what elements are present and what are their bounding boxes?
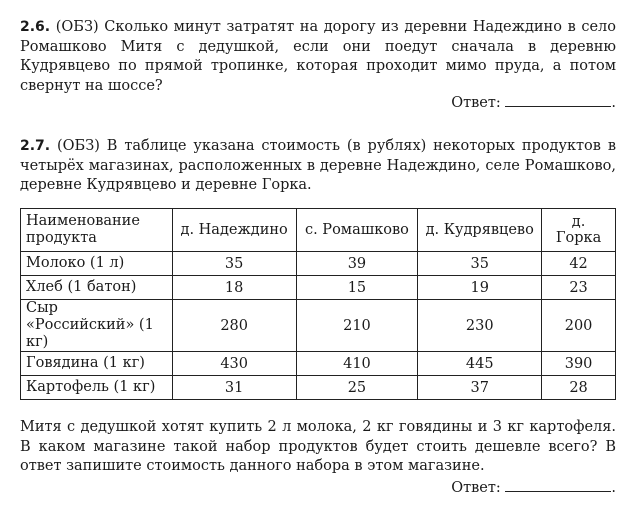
task-text: (ОБЗ) В таблице указана стоимость (в рублях) некоторых продуктов в четырёх магазинах, расположенных в деревне Надеждино, селе Ромашково, деревне Кудрявцево и деревне Горка.	[20, 138, 617, 193]
price-cell: 31	[172, 376, 296, 400]
price-cell: 39	[296, 252, 418, 276]
answer-label: Ответ:	[451, 95, 501, 111]
header-product: Наименование продукта	[21, 209, 173, 252]
product-name: Хлеб (1 батон)	[21, 276, 173, 300]
answer-label: Ответ:	[451, 480, 501, 496]
header-store-romashkovo: с. Ромашково	[296, 209, 418, 252]
answer-blank[interactable]	[505, 479, 611, 492]
table-row	[21, 252, 616, 276]
product-name: Сыр «Российский» (1 кг)	[21, 300, 173, 352]
price-cell: 15	[296, 276, 418, 300]
header-store-kudryavtsevo: д. Кудрявцево	[418, 209, 542, 252]
price-cell: 410	[296, 352, 418, 376]
task-number: 2.6.	[20, 19, 51, 35]
header-store-nadezhdino: д. Надеждино	[172, 209, 296, 252]
price-cell: 19	[418, 276, 542, 300]
price-cell: 35	[172, 252, 296, 276]
price-table	[20, 208, 616, 400]
cropped-previous-line	[0, 0, 644, 4]
price-cell: 390	[542, 352, 616, 376]
header-store-gorka: д. Горка	[542, 209, 616, 252]
table-row	[21, 376, 616, 400]
price-cell: 28	[542, 376, 616, 400]
price-cell: 445	[418, 352, 542, 376]
task-2-6	[20, 18, 616, 96]
price-cell: 230	[418, 300, 542, 352]
price-cell: 25	[296, 376, 418, 400]
price-cell: 18	[172, 276, 296, 300]
task-2-7	[20, 137, 616, 196]
price-cell: 210	[296, 300, 418, 352]
answer-line-2-7	[451, 479, 616, 496]
price-cell: 430	[172, 352, 296, 376]
answer-terminator: .	[611, 95, 616, 111]
answer-terminator: .	[611, 480, 616, 496]
price-cell: 42	[542, 252, 616, 276]
table-row	[21, 352, 616, 376]
task-2-7-question	[20, 418, 616, 477]
price-cell: 200	[542, 300, 616, 352]
task-text: (ОБЗ) Сколько минут затратят на дорогу из деревни Надеждино в село Ромашково Митя с дедушкой, если они поедут сначала в деревню Кудрявцево по прямой тропинке, которая проходит мимо пруда, а потом свернут на шоссе?	[20, 19, 616, 94]
price-cell: 37	[418, 376, 542, 400]
product-name: Картофель (1 кг)	[21, 376, 173, 400]
table-header-row	[21, 209, 616, 252]
price-cell: 280	[172, 300, 296, 352]
task-number: 2.7.	[20, 138, 51, 154]
answer-line-2-6	[451, 94, 616, 111]
product-name: Молоко (1 л)	[21, 252, 173, 276]
price-cell: 23	[542, 276, 616, 300]
product-name: Говядина (1 кг)	[21, 352, 173, 376]
answer-blank[interactable]	[505, 94, 611, 107]
table-row	[21, 300, 616, 352]
question-text: Митя с дедушкой хотят купить 2 л молока, 2 кг говядины и 3 кг картофеля. В каком магазине такой набор продуктов будет стоить дешевле всего? В ответ запишите стоимость данного набора в этом магазине.	[20, 419, 616, 474]
table-row	[21, 276, 616, 300]
price-cell: 35	[418, 252, 542, 276]
